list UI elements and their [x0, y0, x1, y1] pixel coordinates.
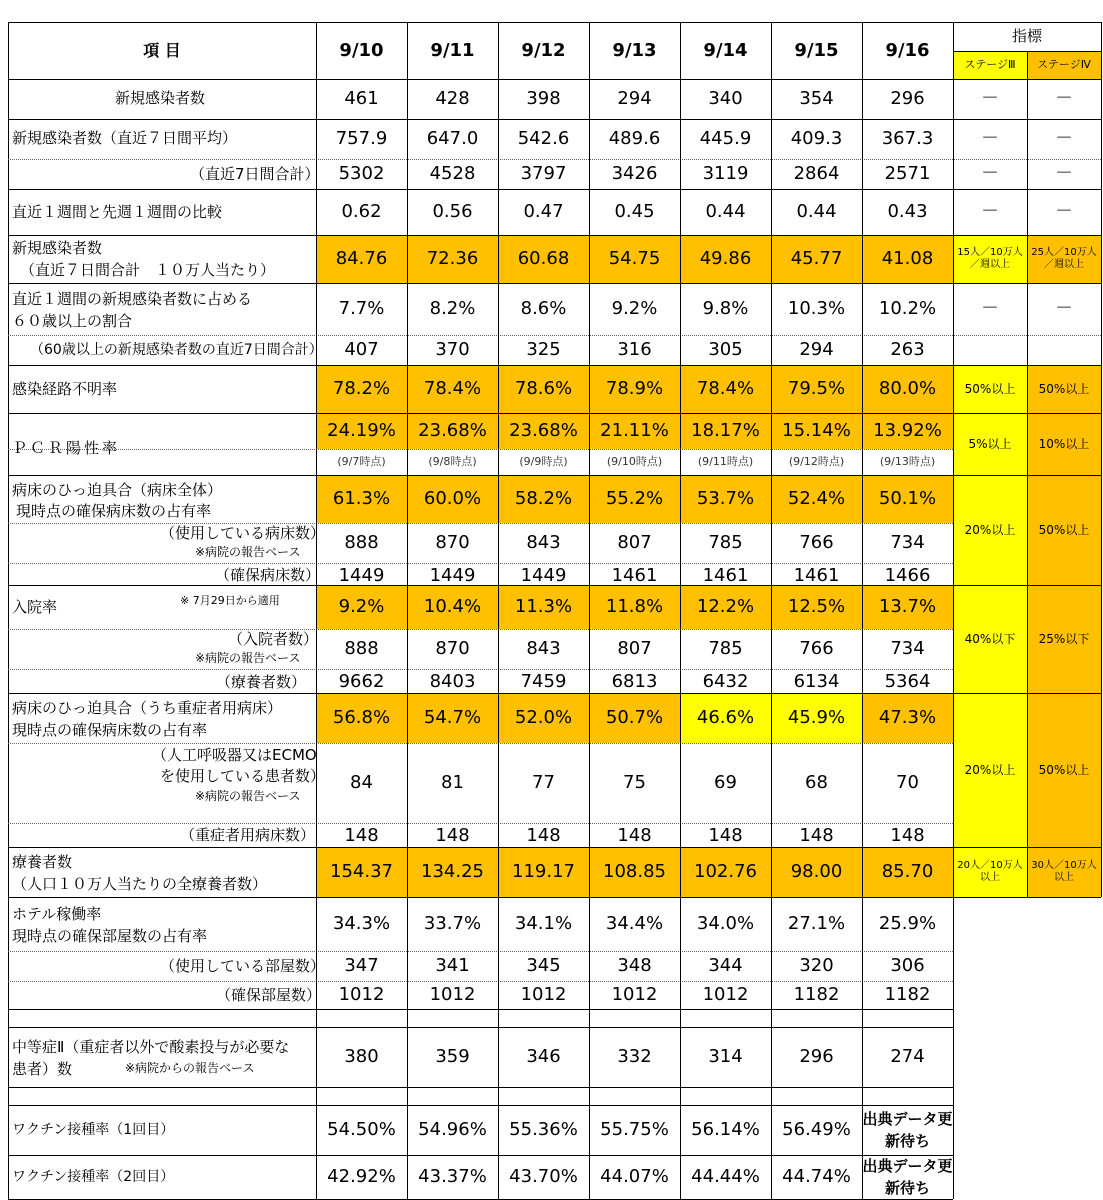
vax1-value: 54.96% [418, 1119, 487, 1140]
avg7-value: 367.3 [881, 128, 934, 149]
recup100k-value: 134.25 [421, 861, 484, 882]
vax1-value: 54.50% [327, 1119, 396, 1140]
per100k-value: 72.36 [426, 248, 479, 269]
bed-used-value: 888 [344, 532, 379, 553]
over60sum-label: （60歳以上の新規感染者数の直近7日間合計） [30, 342, 323, 358]
stage3-value: － [981, 298, 999, 319]
severe-beds-value: 148 [890, 825, 925, 846]
over60-value: 10.2% [878, 298, 937, 319]
rooms-secured-value: 1182 [884, 984, 931, 1005]
row-subdivider [8, 159, 953, 160]
column-divider [862, 22, 863, 1199]
bed-secured-label: （確保病床数） [215, 566, 321, 584]
moderate2-value: 274 [890, 1046, 925, 1067]
row-divider [8, 119, 1101, 120]
severe-beds-value: 148 [435, 825, 470, 846]
row-divider [8, 847, 1101, 848]
ratio-value: 0.45 [614, 201, 655, 222]
header-date: 9/15 [794, 40, 839, 61]
ratio-label: 直近１週間と先週１週間の比較 [12, 203, 223, 221]
unknown-value: 78.4% [423, 378, 482, 399]
stage3-value: － [981, 201, 999, 222]
row-divider [8, 897, 953, 898]
rooms-secured-value: 1012 [702, 984, 749, 1005]
avg7-value: 445.9 [699, 128, 752, 149]
bed-secured-value: 1449 [338, 565, 385, 585]
column-divider [953, 22, 954, 1199]
bed-secured-value: 1461 [793, 565, 840, 585]
recuperating-value: 9662 [338, 671, 385, 692]
recup100k-value: 85.70 [881, 861, 934, 882]
over60-value: 8.2% [429, 298, 476, 319]
over60sum-value: 294 [799, 339, 834, 360]
vax1-value: 56.14% [691, 1119, 760, 1140]
over60-label: 直近１週間の新規感染者数に占める [12, 290, 253, 308]
hosp-rate-value: 11.8% [605, 596, 664, 617]
hotel-value: 34.1% [514, 913, 573, 934]
severe-value: 45.9% [787, 707, 846, 728]
moderate2-label: 中等症Ⅱ（重症者以外で酸素投与が必要な [12, 1038, 290, 1056]
bed-used-value: 843 [526, 532, 561, 553]
rooms-used-label: （使用している部屋数） [160, 957, 326, 975]
unknown-value: 80.0% [878, 378, 937, 399]
unknown-value: 78.9% [605, 378, 664, 399]
header-stage3: ステージⅢ [964, 58, 1016, 71]
hosp-rate-value: 9.2% [338, 596, 385, 617]
bed-value: 61.3% [332, 488, 391, 509]
per100k-value: 60.68 [517, 248, 570, 269]
rooms-used-value: 347 [344, 955, 379, 976]
ratio-value: 0.44 [705, 201, 746, 222]
ratio-value: 0.43 [887, 201, 928, 222]
per100k-value: 54.75 [608, 248, 661, 269]
hotel-label: ホテル稼働率 [12, 905, 102, 923]
severe-value: 56.8% [332, 707, 391, 728]
recup100k-value: 154.37 [330, 861, 393, 882]
stage3-value: 20%以上 [964, 523, 1016, 537]
row-subdivider [8, 823, 953, 824]
new-cases-label: 新規感染者数 [115, 89, 206, 107]
rooms-used-value: 320 [799, 955, 834, 976]
sum7-value: 3426 [611, 163, 658, 184]
rooms-secured-value: 1182 [793, 984, 840, 1005]
bed-value: 60.0% [423, 488, 482, 509]
severe-label: 病床のひっ迫具合（うち重症者用病床） [12, 699, 283, 717]
severe-beds-value: 148 [799, 825, 834, 846]
hosp-num-value: 843 [526, 638, 561, 659]
rooms-used-value: 348 [617, 955, 652, 976]
moderate2-value: 314 [708, 1046, 743, 1067]
row-divider [8, 475, 1101, 476]
avg7-value: 409.3 [790, 128, 843, 149]
table-border-right [1101, 22, 1102, 897]
ventilator-label: （人工呼吸器又はECMO [152, 746, 317, 764]
recuperating-value: 6813 [611, 671, 658, 692]
pcr-asof: (9/11時点) [697, 455, 754, 468]
table-border-left [8, 22, 9, 1199]
ventilator-value: 70 [896, 772, 919, 793]
pcr-value: 21.11% [600, 420, 669, 441]
hosp-rate-value: 13.7% [878, 596, 937, 617]
bed-value: 53.7% [696, 488, 755, 509]
pcr-asof: (9/13時点) [879, 455, 936, 468]
stage4-value: 25%以下 [1038, 632, 1090, 646]
hotel-label-2: 現時点の確保部屋数の占有率 [12, 927, 208, 945]
hotel-value: 33.7% [423, 913, 482, 934]
severe-value: 46.6% [696, 707, 755, 728]
hotel-value: 34.0% [696, 913, 755, 934]
hosp-num-value: 766 [799, 638, 834, 659]
row-subdivider [8, 449, 953, 450]
stage4-value: 50%以上 [1038, 523, 1090, 537]
pcr-label: ＰＣＲ陽性率 [12, 439, 121, 457]
bed-secured-value: 1461 [702, 565, 749, 585]
bed-used-value: 807 [617, 532, 652, 553]
ventilator-value: 84 [350, 772, 373, 793]
rooms-used-value: 345 [526, 955, 561, 976]
header-date: 9/10 [339, 40, 384, 61]
unknown-label: 感染経路不明率 [12, 380, 118, 398]
vax2-value: 44.74% [782, 1166, 851, 1187]
stage3-value: 40%以下 [964, 632, 1016, 646]
severe-value: 54.7% [423, 707, 482, 728]
bed-used-note: ※病院の報告ベース [195, 545, 301, 559]
hotel-value: 34.4% [605, 913, 664, 934]
hotel-value: 27.1% [787, 913, 846, 934]
hosp-num-value: 785 [708, 638, 743, 659]
pcr-value: 23.68% [509, 420, 578, 441]
stage3-value: 20%以上 [964, 763, 1016, 777]
vax2-pending: 出典データ更新待ち [862, 1157, 953, 1197]
column-divider [771, 22, 772, 1199]
header-item: 項 目 [143, 41, 181, 60]
hosp-rate-value: 12.5% [787, 596, 846, 617]
rooms-secured-value: 1012 [520, 984, 567, 1005]
over60sum-value: 325 [526, 339, 561, 360]
hotel-value: 34.3% [332, 913, 391, 934]
moderate2-value: 380 [344, 1046, 379, 1067]
unknown-value: 78.6% [514, 378, 573, 399]
stage4-value: 10%以上 [1038, 437, 1090, 451]
bed-label: 病床のひっ迫具合（病床全体） [12, 481, 223, 499]
hosp-rate-label: 入院率 [12, 598, 58, 616]
row-divider [953, 897, 1101, 898]
per100k-value: 45.77 [790, 248, 843, 269]
new-cases-value: 296 [890, 88, 925, 109]
vax1-value: 55.36% [509, 1119, 578, 1140]
row-divider [8, 1027, 953, 1028]
bed-secured-value: 1449 [429, 565, 476, 585]
bed-secured-value: 1466 [884, 565, 931, 585]
row-divider [8, 79, 1101, 80]
rooms-secured-value: 1012 [611, 984, 658, 1005]
per100k-value: 41.08 [881, 248, 934, 269]
bed-value: 50.1% [878, 488, 937, 509]
vax2-value: 43.37% [418, 1166, 487, 1187]
ventilator-value: 69 [714, 772, 737, 793]
recup100k-label: 療養者数 [12, 853, 73, 871]
vax2-value: 43.70% [509, 1166, 578, 1187]
row-subdivider [8, 981, 953, 982]
hosp-num-note: ※病院の報告ベース [195, 651, 301, 665]
pcr-value: 13.92% [873, 420, 942, 441]
rooms-used-value: 344 [708, 955, 743, 976]
header-date: 9/11 [430, 40, 475, 61]
recuperating-value: 7459 [520, 671, 567, 692]
row-divider [8, 585, 1101, 586]
new-cases-value: 461 [344, 88, 379, 109]
new-cases-value: 340 [708, 88, 743, 109]
stage4-value: － [1055, 201, 1073, 222]
recuperating-label: （療養者数） [216, 673, 307, 691]
over60-value: 9.8% [702, 298, 749, 319]
bed-value: 55.2% [605, 488, 664, 509]
row-divider [8, 365, 1101, 366]
column-divider [316, 22, 317, 1199]
over60sum-value: 370 [435, 339, 470, 360]
hosp-num-label: （入院者数） [228, 630, 319, 648]
ventilator-label-2: を使用している患者数） [160, 767, 326, 785]
hosp-rate-note: ※ 7月29日から適用 [180, 594, 280, 607]
sum7-value: 2864 [793, 163, 840, 184]
header-date: 9/14 [703, 40, 748, 61]
stage4-value: 25人／10万人／週以上 [1031, 247, 1097, 270]
over60sum-value: 263 [890, 339, 925, 360]
moderate2-value: 346 [526, 1046, 561, 1067]
hosp-num-value: 807 [617, 638, 652, 659]
hosp-rate-value: 12.2% [696, 596, 755, 617]
severe-value: 47.3% [878, 707, 937, 728]
hosp-rate-value: 10.4% [423, 596, 482, 617]
row-divider [8, 1087, 953, 1088]
avg7-value: 647.0 [426, 128, 479, 149]
row-subdivider [8, 629, 953, 630]
avg7-label: 新規感染者数（直近７日間平均） [12, 129, 238, 147]
recuperating-value: 6432 [702, 671, 749, 692]
row-divider [8, 693, 1101, 694]
sum7-label: （直近7日間合計） [190, 165, 320, 183]
rooms-used-value: 341 [435, 955, 470, 976]
pcr-value: 24.19% [327, 420, 396, 441]
column-divider [498, 22, 499, 1199]
ratio-value: 0.47 [523, 201, 564, 222]
ventilator-value: 68 [805, 772, 828, 793]
row-divider [8, 1105, 953, 1106]
bed-used-value: 870 [435, 532, 470, 553]
moderate2-value: 296 [799, 1046, 834, 1067]
ventilator-value: 75 [623, 772, 646, 793]
ratio-value: 0.44 [796, 201, 837, 222]
column-divider [589, 22, 590, 1199]
over60sum-value: 305 [708, 339, 743, 360]
pcr-value: 18.17% [691, 420, 760, 441]
hosp-num-value: 888 [344, 638, 379, 659]
severe-beds-value: 148 [617, 825, 652, 846]
severe-beds-label: （重症者用病床数） [180, 826, 316, 844]
pcr-asof: (9/9時点) [519, 455, 568, 468]
hosp-num-value: 870 [435, 638, 470, 659]
stage3-value: － [981, 163, 999, 184]
pcr-value: 23.68% [418, 420, 487, 441]
avg7-value: 757.9 [335, 128, 388, 149]
vax1-label: ワクチン接種率（1回目） [12, 1122, 175, 1138]
stage4-value: － [1055, 163, 1073, 184]
stage3-value: 5%以上 [968, 437, 1012, 451]
vax1-value: 55.75% [600, 1119, 669, 1140]
stage4-value: 30人／10万人以上 [1031, 860, 1097, 883]
rooms-used-value: 306 [890, 955, 925, 976]
row-divider [8, 1155, 953, 1156]
unknown-value: 79.5% [787, 378, 846, 399]
moderate2-note: ※病院からの報告ベース [125, 1061, 255, 1075]
over60sum-value: 407 [344, 339, 379, 360]
stage3-value: 15人／10万人／週以上 [957, 247, 1023, 270]
vax2-value: 42.92% [327, 1166, 396, 1187]
ventilator-note: ※病院の報告ベース [195, 789, 301, 803]
recup100k-value: 102.76 [694, 861, 757, 882]
pcr-asof: (9/8時点) [428, 455, 477, 468]
bed-value: 52.4% [787, 488, 846, 509]
vax1-pending: 出典データ更新待ち [862, 1110, 953, 1150]
vax2-value: 44.07% [600, 1166, 669, 1187]
sum7-value: 3119 [702, 163, 749, 184]
avg7-value: 542.6 [517, 128, 570, 149]
stage3-value: 50%以上 [964, 382, 1016, 396]
hotel-value: 25.9% [878, 913, 937, 934]
rooms-secured-value: 1012 [429, 984, 476, 1005]
bed-used-label: （使用している病床数） [160, 524, 326, 542]
rooms-secured-label: （確保部屋数） [216, 986, 322, 1004]
bed-secured-value: 1449 [520, 565, 567, 585]
severe-beds-value: 148 [708, 825, 743, 846]
column-divider [407, 22, 408, 1199]
row-divider [8, 413, 1101, 414]
bed-value: 58.2% [514, 488, 573, 509]
recup100k-value: 108.85 [603, 861, 666, 882]
stage4-value: 50%以上 [1038, 763, 1090, 777]
unknown-value: 78.4% [696, 378, 755, 399]
severe-label-2: 現時点の確保病床数の占有率 [12, 721, 208, 739]
stage3-value: － [981, 88, 999, 109]
stage3-value: － [981, 128, 999, 149]
sum7-value: 2571 [884, 163, 931, 184]
row-subdivider [8, 335, 953, 336]
recup100k-value: 98.00 [790, 861, 843, 882]
over60-value: 9.2% [611, 298, 658, 319]
row-subdivider [8, 669, 953, 670]
over60-label-2: ６０歳以上の割合 [12, 312, 133, 330]
moderate2-label-2: 患者）数 [12, 1060, 73, 1078]
ventilator-value: 77 [532, 772, 555, 793]
severe-beds-value: 148 [344, 825, 379, 846]
bed-secured-value: 1461 [611, 565, 658, 585]
pcr-asof: (9/7時点) [337, 455, 386, 468]
severe-value: 52.0% [514, 707, 573, 728]
recup100k-value: 119.17 [512, 861, 575, 882]
over60-value: 7.7% [338, 298, 385, 319]
hosp-num-value: 734 [890, 638, 925, 659]
over60-value: 10.3% [787, 298, 846, 319]
column-divider [680, 22, 681, 1199]
vax2-value: 44.44% [691, 1166, 760, 1187]
bed-used-value: 766 [799, 532, 834, 553]
header-date: 9/12 [521, 40, 566, 61]
ratio-value: 0.56 [432, 201, 473, 222]
per100k-value: 49.86 [699, 248, 752, 269]
row-divider [8, 283, 1101, 284]
stage4-value: 50%以上 [1038, 382, 1090, 396]
header-date: 9/16 [885, 40, 930, 61]
row-subdivider [8, 951, 953, 952]
table-border-top [8, 22, 1101, 23]
recuperating-value: 6134 [793, 671, 840, 692]
over60-value: 8.6% [520, 298, 567, 319]
row-divider [8, 235, 1101, 236]
header-date: 9/13 [612, 40, 657, 61]
moderate2-value: 359 [435, 1046, 470, 1067]
new-cases-value: 354 [799, 88, 834, 109]
moderate2-value: 332 [617, 1046, 652, 1067]
new-cases-value: 294 [617, 88, 652, 109]
row-subdivider [8, 743, 953, 744]
bed-label-2: 現時点の確保病床数の占有率 [16, 502, 212, 520]
sum7-value: 5302 [338, 163, 385, 184]
rooms-secured-value: 1012 [338, 984, 385, 1005]
header-indicator: 指標 [1011, 27, 1042, 45]
pcr-asof: (9/12時点) [788, 455, 845, 468]
row-subdivider [8, 523, 953, 524]
recuperating-value: 8403 [429, 671, 476, 692]
column-divider [1027, 51, 1028, 897]
stage4-value: － [1055, 298, 1073, 319]
per100k-value: 84.76 [335, 248, 388, 269]
ratio-value: 0.62 [341, 201, 382, 222]
stage4-value: － [1055, 88, 1073, 109]
vax2-label: ワクチン接種率（2回目） [12, 1169, 175, 1185]
new-cases-value: 428 [435, 88, 470, 109]
bed-used-value: 734 [890, 532, 925, 553]
severe-value: 50.7% [605, 707, 664, 728]
recup100k-label-2: （人口１０万人当たりの全療養者数） [12, 875, 268, 893]
recuperating-value: 5364 [884, 671, 931, 692]
avg7-value: 489.6 [608, 128, 661, 149]
bed-used-value: 785 [708, 532, 743, 553]
vax1-value: 56.49% [782, 1119, 851, 1140]
per100k-label-2: （直近７日間合計 １０万人当たり） [20, 261, 276, 279]
severe-beds-value: 148 [526, 825, 561, 846]
sum7-value: 3797 [520, 163, 567, 184]
row-subdivider [8, 563, 953, 564]
ventilator-value: 81 [441, 772, 464, 793]
per100k-label: 新規感染者数 [12, 239, 103, 257]
stage4-value: － [1055, 128, 1073, 149]
row-divider [8, 189, 1101, 190]
new-cases-value: 398 [526, 88, 561, 109]
unknown-value: 78.2% [332, 378, 391, 399]
sum7-value: 4528 [429, 163, 476, 184]
stage3-value: 20人／10万人以上 [957, 860, 1023, 883]
header-stage4: ステージⅣ [1037, 58, 1091, 71]
pcr-value: 15.14% [782, 420, 851, 441]
hosp-rate-value: 11.3% [514, 596, 573, 617]
row-divider [8, 1009, 953, 1010]
over60sum-value: 316 [617, 339, 652, 360]
pcr-asof: (9/10時点) [606, 455, 663, 468]
